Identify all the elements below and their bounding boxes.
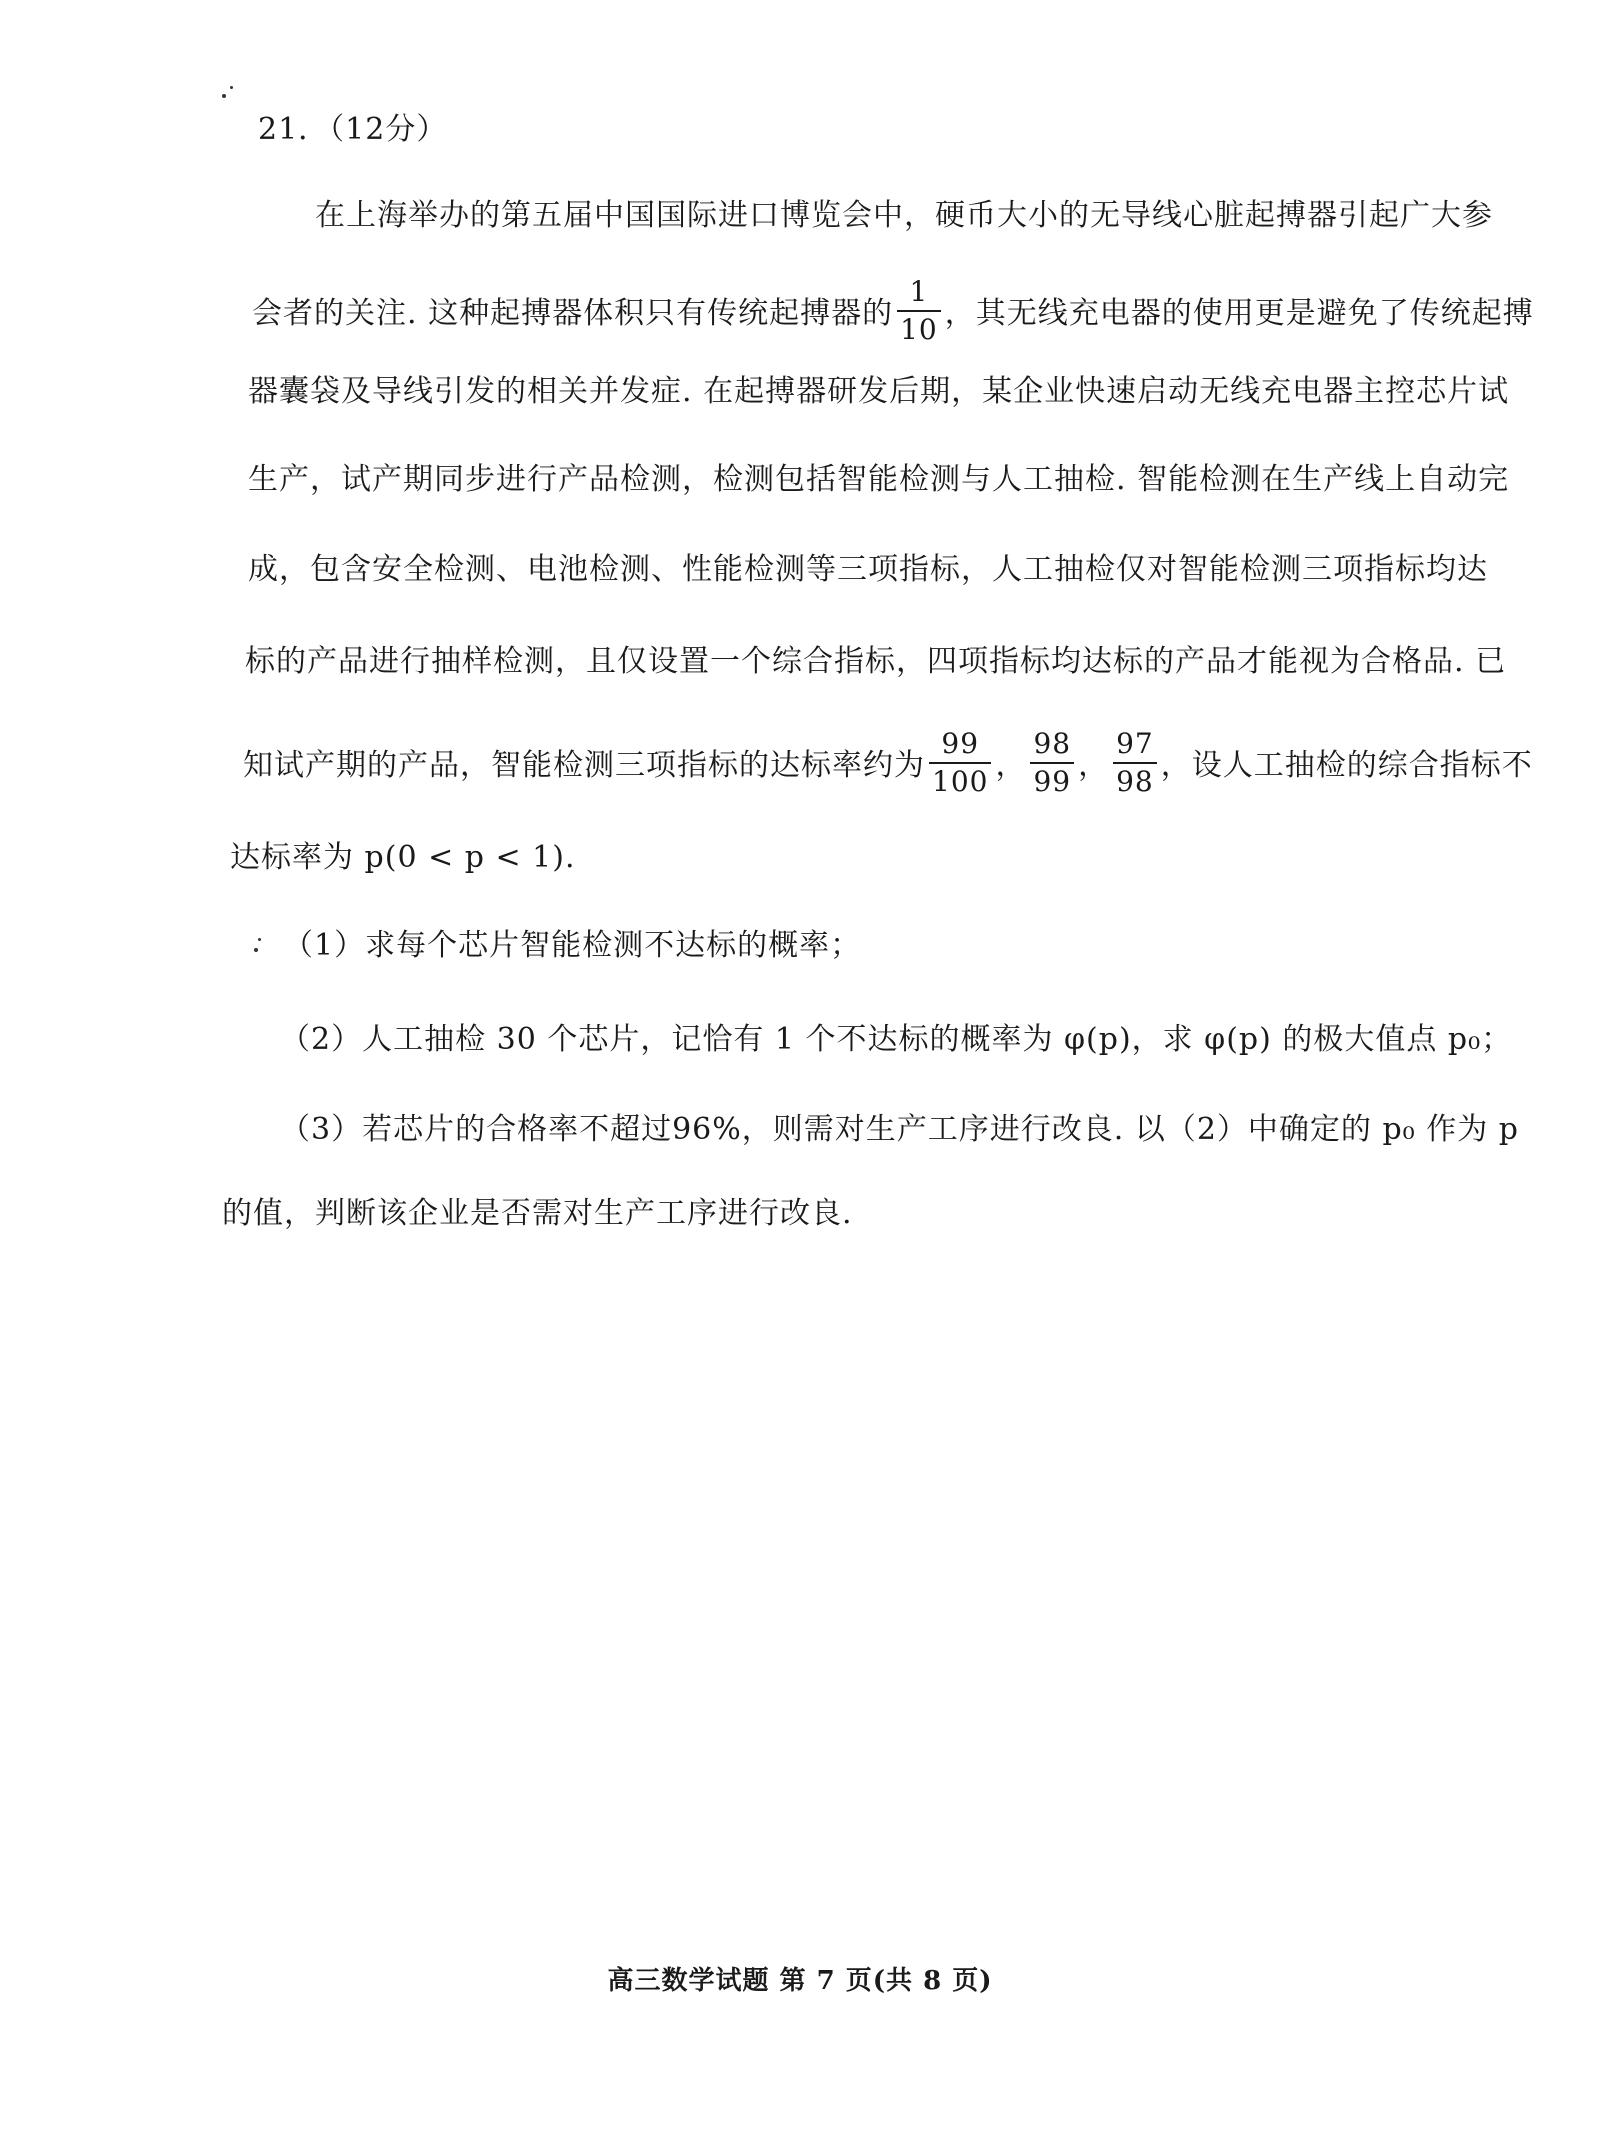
stem-line-7-text-end: ，设人工抽检的综合指标不: [1160, 748, 1533, 783]
fraction-one-tenth: [897, 275, 941, 346]
stem-line-7-text: 知试产期的产品，智能检测三项指标的达标率约为: [243, 748, 925, 783]
stem-line-8: 达标率为 p(0 < p < 1).: [230, 840, 576, 875]
stem-line-6: 标的产品进行抽样检测，且仅设置一个综合指标，四项指标均达标的产品才能视为合格品. 已: [245, 644, 1507, 679]
stem-line-4: 生产，试产期同步进行产品检测，检测包括智能检测与人工抽检. 智能检测在生产线上自动完: [248, 462, 1510, 497]
stem-line-3: 器囊袋及导线引发的相关并发症. 在起搏器研发后期，某企业快速启动无线充电器主控芯片试: [248, 374, 1510, 409]
scan-speck: [254, 948, 258, 952]
fraction-denominator: 98: [1116, 765, 1154, 798]
stem-line-5: 成，包含安全检测、电池检测、性能检测等三项指标，人工抽检仅对智能检测三项指标均达: [248, 552, 1488, 587]
stem-line-2-text-end: ，其无线充电器的使用更是避免了传统起搏: [944, 296, 1534, 331]
fraction-numerator: 1: [897, 278, 941, 312]
fraction-pass-rate-1: [929, 727, 991, 798]
stem-line-2-text: 会者的关注. 这种起搏器体积只有传统起搏器的: [252, 296, 894, 331]
fraction-pass-rate-3: [1113, 727, 1157, 798]
scan-speck: [258, 938, 261, 941]
fraction-numerator: 98: [1030, 730, 1074, 764]
separator: ，: [995, 748, 1027, 783]
sub-question-1: （1）求每个芯片智能检测不达标的概率；: [283, 928, 862, 963]
scan-speck: [222, 94, 226, 98]
sub-question-2: （2）人工抽检 30 个芯片，记恰有 1 个不达标的概率为 φ(p)，求 φ(p) 的极大值点 p₀；: [280, 1022, 1513, 1057]
stem-line-1: 在上海举办的第五届中国国际进口博览会中，硬币大小的无导线心脏起搏器引起广大参: [315, 198, 1493, 233]
separator: ，: [1078, 748, 1110, 783]
stem-line-7: [243, 727, 1533, 798]
fraction-numerator: 99: [929, 730, 991, 764]
page-footer: 高三数学试题 第 7 页(共 8 页): [607, 1966, 993, 1996]
sub-question-3-line-2: 的值，判断该企业是否需对生产工序进行改良.: [222, 1196, 853, 1231]
fraction-pass-rate-2: [1030, 727, 1074, 798]
fraction-numerator: 97: [1113, 730, 1157, 764]
scan-speck: [230, 86, 233, 89]
stem-line-2: [252, 275, 1534, 346]
fraction-denominator: 10: [900, 313, 938, 346]
fraction-denominator: 100: [932, 765, 989, 798]
sub-question-3-line-1: （3）若芯片的合格率不超过96%，则需对生产工序进行改良. 以（2）中确定的 p₀ 作为 p: [280, 1112, 1519, 1147]
question-header: 21．（12分）: [258, 112, 448, 147]
fraction-denominator: 99: [1033, 765, 1072, 798]
